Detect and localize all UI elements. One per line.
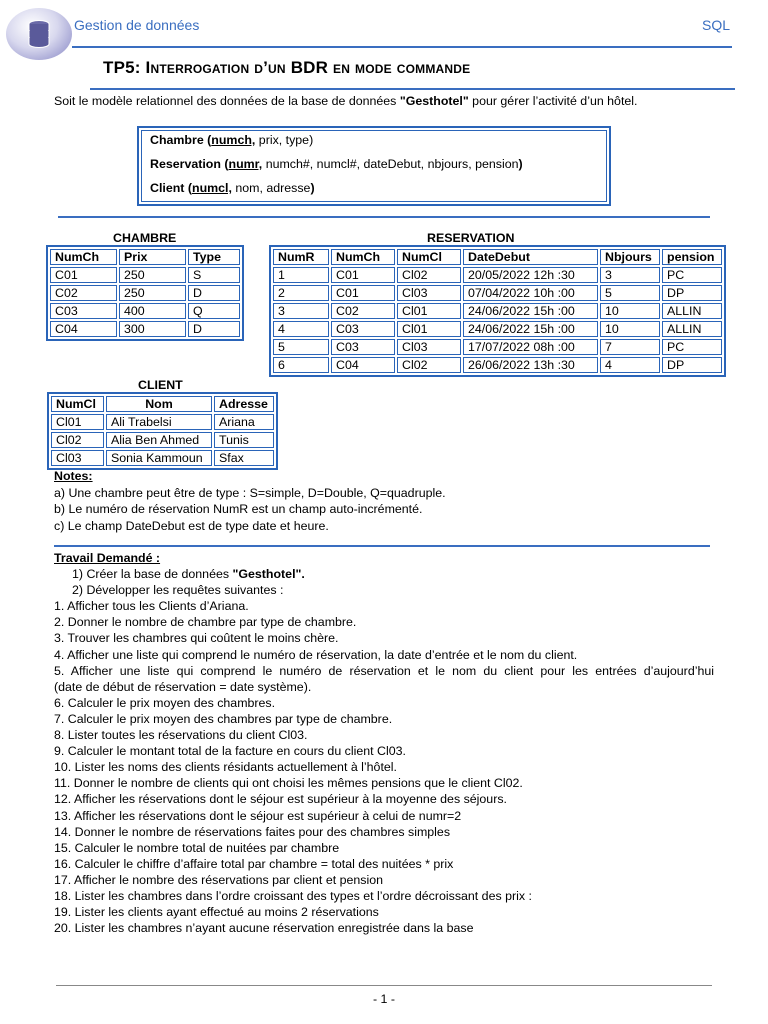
header-topic: SQL: [701, 17, 730, 33]
query-item: 9. Calculer le montant total de la facture en cours du client Cl03.: [54, 744, 406, 759]
section-divider: [54, 545, 710, 547]
table-cell: Cl02: [51, 432, 104, 448]
table-cell: 4: [273, 321, 329, 337]
database-cylinder: [28, 20, 50, 48]
table-cell: 3: [273, 303, 329, 319]
table-row: [50, 303, 240, 319]
table-cell: Cl03: [397, 339, 461, 355]
table-cell: 400: [119, 303, 186, 319]
table-cell: PC: [662, 339, 722, 355]
table-row: [51, 450, 274, 466]
table-cell: ALLIN: [662, 303, 722, 319]
table-cell: Cl02: [397, 267, 461, 283]
query-item: 4. Afficher une liste qui comprend le numéro de réservation, la date d’entrée et le nom du client.: [54, 647, 578, 662]
work-section: [54, 550, 714, 936]
query-item: 20. Lister les chambres n’ayant aucune réservation enregistrée dans la base: [54, 921, 474, 936]
column-header: NumR: [273, 249, 329, 265]
table-cell: C01: [50, 267, 117, 283]
table-cell: C02: [50, 285, 117, 301]
table-cell: 10: [600, 303, 660, 319]
footer-divider: [56, 985, 712, 986]
database-icon: [6, 8, 72, 60]
table-cell: 07/04/2022 10h :00: [463, 285, 598, 301]
table-cell: ALLIN: [662, 321, 722, 337]
table-cell: Sfax: [214, 450, 274, 466]
table-cell: S: [188, 267, 240, 283]
query-item: 1. Afficher tous les Clients d’Ariana.: [54, 599, 249, 614]
table-cell: Cl01: [397, 321, 461, 337]
query-item: 6. Calculer le prix moyen des chambres.: [54, 695, 276, 710]
table-cell: DP: [662, 285, 722, 301]
query-item: 15. Calculer le nombre total de nuitées par chambre: [54, 840, 340, 855]
table-cell: C01: [331, 285, 395, 301]
table-row: [50, 285, 240, 301]
table-cell: D: [188, 321, 240, 337]
client-table: [47, 392, 278, 470]
column-header: DateDebut: [463, 249, 598, 265]
table-cell: C03: [50, 303, 117, 319]
query-item: 2. Donner le nombre de chambre par type de chambre.: [54, 615, 357, 630]
table-cell: 250: [119, 285, 186, 301]
notes-heading: Notes:: [54, 469, 93, 483]
table-cell: 7: [600, 339, 660, 355]
schema-client: Client (numcl, nom, adresse): [150, 181, 315, 195]
query-item: 11. Donner le nombre de clients qui ont choisi les mêmes pensions que le client Cl02.: [54, 776, 523, 791]
table-cell: C04: [331, 357, 395, 373]
work-step-2: 2) Développer les requêtes suivantes :: [72, 583, 284, 598]
table-cell: 5: [600, 285, 660, 301]
header-divider: [72, 46, 732, 48]
table-cell: C03: [331, 339, 395, 355]
table-cell: D: [188, 285, 240, 301]
query-item-5-line-2: (date de début de réservation = date système).: [54, 679, 312, 694]
chambre-caption: CHAMBRE: [113, 231, 177, 245]
query-item: 16. Calculer le chiffre d’affaire total par chambre = total des nuitées * prix: [54, 856, 454, 871]
table-cell: DP: [662, 357, 722, 373]
table-cell: 6: [273, 357, 329, 373]
reservation-caption: RESERVATION: [427, 231, 515, 245]
column-header: Nbjours: [600, 249, 660, 265]
work-step-1: 1) Créer la base de données "Gesthotel".: [72, 567, 305, 582]
query-item: 18. Lister les chambres dans l’ordre croissant des types et l’ordre décroissant des prix :: [54, 888, 532, 903]
work-heading: Travail Demandé :: [54, 551, 161, 565]
table-cell: Cl01: [397, 303, 461, 319]
intro-after: pour gérer l’activité d’un hôtel.: [468, 94, 638, 108]
table-cell: 10: [600, 321, 660, 337]
query-item: 14. Donner le nombre de réservations faites pour des chambres simples: [54, 824, 451, 839]
table-row: [273, 321, 722, 337]
column-header: Adresse: [214, 396, 274, 412]
table-cell: 5: [273, 339, 329, 355]
column-header: NumCl: [397, 249, 461, 265]
title-divider: [90, 88, 735, 90]
chambre-table: [46, 245, 244, 341]
table-row: [51, 432, 274, 448]
table-cell: 20/05/2022 12h :30: [463, 267, 598, 283]
query-item: 3. Trouver les chambres qui coûtent le moins chère.: [54, 631, 339, 646]
note-item: a) Une chambre peut être de type : S=simple, D=Double, Q=quadruple.: [54, 485, 446, 500]
intro-before: Soit le modèle relationnel des données de la base de données: [54, 94, 400, 108]
note-item: b) Le numéro de réservation NumR est un champ auto-incrémenté.: [54, 502, 423, 516]
table-row: [50, 267, 240, 283]
schema-reservation: Reservation (numr, numch#, numcl#, dateDebut, nbjours, pension): [150, 157, 523, 171]
table-cell: C03: [331, 321, 395, 337]
section-divider: [58, 216, 710, 218]
table-cell: PC: [662, 267, 722, 283]
table-row: [51, 414, 274, 430]
page-number: - 1 -: [372, 992, 396, 1006]
query-item: 12. Afficher les réservations dont le séjour est supérieur à la moyenne des séjours.: [54, 792, 507, 807]
column-header: Prix: [119, 249, 186, 265]
table-cell: 17/07/2022 08h :00: [463, 339, 598, 355]
table-header-row: [51, 396, 274, 412]
table-cell: Tunis: [214, 432, 274, 448]
table-cell: C01: [331, 267, 395, 283]
column-header: pension: [662, 249, 722, 265]
table-row: [273, 339, 722, 355]
table-cell: Cl03: [51, 450, 104, 466]
table-cell: Q: [188, 303, 240, 319]
table-cell: 24/06/2022 15h :00: [463, 303, 598, 319]
column-header: NumCl: [51, 396, 104, 412]
column-header: Type: [188, 249, 240, 265]
table-row: [273, 267, 722, 283]
query-item: 13. Afficher les réservations dont le séjour est supérieur à celui de numr=2: [54, 808, 462, 823]
table-row: [273, 357, 722, 373]
column-header: NumCh: [331, 249, 395, 265]
table-cell: 26/06/2022 13h :30: [463, 357, 598, 373]
table-row: [273, 303, 722, 319]
table-cell: Cl02: [397, 357, 461, 373]
query-item: 7. Calculer le prix moyen des chambres par type de chambre.: [54, 711, 393, 726]
header-subject: Gestion de données: [74, 17, 200, 33]
intro-db-name: "Gesthotel": [399, 94, 469, 108]
table-cell: Ali Trabelsi: [106, 414, 212, 430]
schema-chambre: Chambre (numch, prix, type): [150, 133, 314, 147]
table-cell: Alia Ben Ahmed: [106, 432, 212, 448]
table-cell: 3: [600, 267, 660, 283]
table-cell: Cl03: [397, 285, 461, 301]
table-cell: 300: [119, 321, 186, 337]
table-cell: Cl01: [51, 414, 104, 430]
relational-schema-box: [137, 126, 611, 206]
table-cell: Sonia Kammoun: [106, 450, 212, 466]
query-item: 17. Afficher le nombre des réservations par client et pension: [54, 872, 383, 887]
query-item: 10. Lister les noms des clients résidants actuellement à l’hôtel.: [54, 760, 397, 775]
table-cell: C02: [331, 303, 395, 319]
table-cell: C04: [50, 321, 117, 337]
query-item-5-line-1: 5. Afficher une liste qui comprend le numéro de réservation et le nom du client pour les entrées d’aujourd’hui: [54, 663, 714, 678]
column-header: NumCh: [50, 249, 117, 265]
table-row: [50, 321, 240, 337]
table-header-row: [50, 249, 240, 265]
table-header-row: [273, 249, 722, 265]
intro-paragraph: [54, 94, 637, 108]
reservation-table: [269, 245, 726, 377]
query-item: 8. Lister toutes les réservations du client Cl03.: [54, 728, 308, 743]
column-header: Nom: [106, 396, 212, 412]
table-cell: Ariana: [214, 414, 274, 430]
query-item: 19. Lister les clients ayant effectué au moins 2 réservations: [54, 905, 379, 920]
table-cell: 2: [273, 285, 329, 301]
table-cell: 250: [119, 267, 186, 283]
client-caption: CLIENT: [138, 378, 183, 392]
notes-section: [54, 468, 446, 534]
table-cell: 4: [600, 357, 660, 373]
note-item: c) Le champ DateDebut est de type date et heure.: [54, 518, 329, 533]
table-row: [273, 285, 722, 301]
table-cell: 1: [273, 267, 329, 283]
table-cell: 24/06/2022 15h :00: [463, 321, 598, 337]
page-title: TP5: Interrogation d’un BDR en mode commande: [103, 58, 471, 77]
